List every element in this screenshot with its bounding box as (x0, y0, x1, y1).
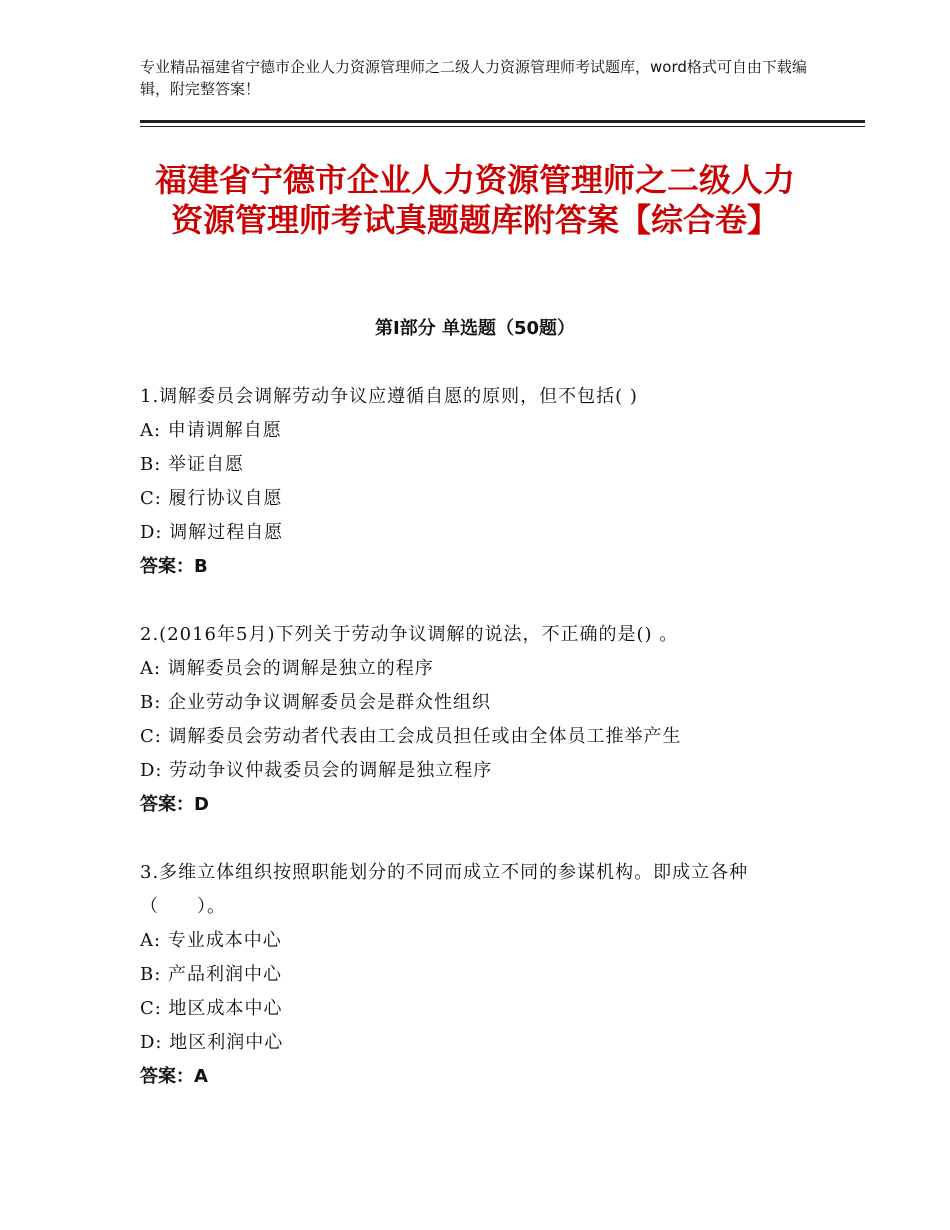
option-c: C: 地区成本中心 (140, 998, 283, 1019)
answer: 答案：D (140, 794, 209, 815)
option-b: B: 举证自愿 (140, 454, 245, 475)
question-stem: 1.调解委员会调解劳动争议应遵循自愿的原则，但不包括( ) (140, 386, 638, 407)
option-c: C: 履行协议自愿 (140, 488, 283, 509)
answer: 答案：B (140, 556, 208, 577)
header-rule-thin (140, 126, 865, 127)
option-b: B: 企业劳动争议调解委员会是群众性组织 (140, 692, 492, 713)
answer: 答案：A (140, 1066, 208, 1087)
question-list (140, 380, 810, 1128)
section-title: 第Ⅰ部分 单选题（50题） (374, 318, 575, 339)
option-b: B: 产品利润中心 (140, 964, 283, 985)
header-rule-thick (140, 120, 865, 123)
option-d: D: 地区利润中心 (140, 1032, 284, 1053)
option-a: A: 专业成本中心 (140, 930, 282, 951)
option-c: C: 调解委员会劳动者代表由工会成员担任或由全体员工推举产生 (140, 726, 682, 747)
header-note: 专业精品福建省宁德市企业人力资源管理师之二级人力资源管理师考试题库，word格式可自由下载编辑，附完整答案！ (140, 58, 807, 98)
option-a: A: 调解委员会的调解是独立的程序 (140, 658, 434, 679)
question-stem: 2.(2016年5月)下列关于劳动争议调解的说法，不正确的是() 。 (140, 624, 679, 645)
question-3 (140, 856, 810, 1094)
option-d: D: 调解过程自愿 (140, 522, 284, 543)
question-1 (140, 380, 810, 584)
option-a: A: 申请调解自愿 (140, 420, 282, 441)
option-d: D: 劳动争议仲裁委员会的调解是独立程序 (140, 760, 493, 781)
question-stem: 3.多维立体组织按照职能划分的不同而成立不同的参谋机构。即成立各种（ ）。 (140, 862, 749, 917)
document-title: 福建省宁德市企业人力资源管理师之二级人力资源管理师考试真题题库附答案【综合卷】 (154, 161, 795, 239)
question-2 (140, 618, 810, 822)
